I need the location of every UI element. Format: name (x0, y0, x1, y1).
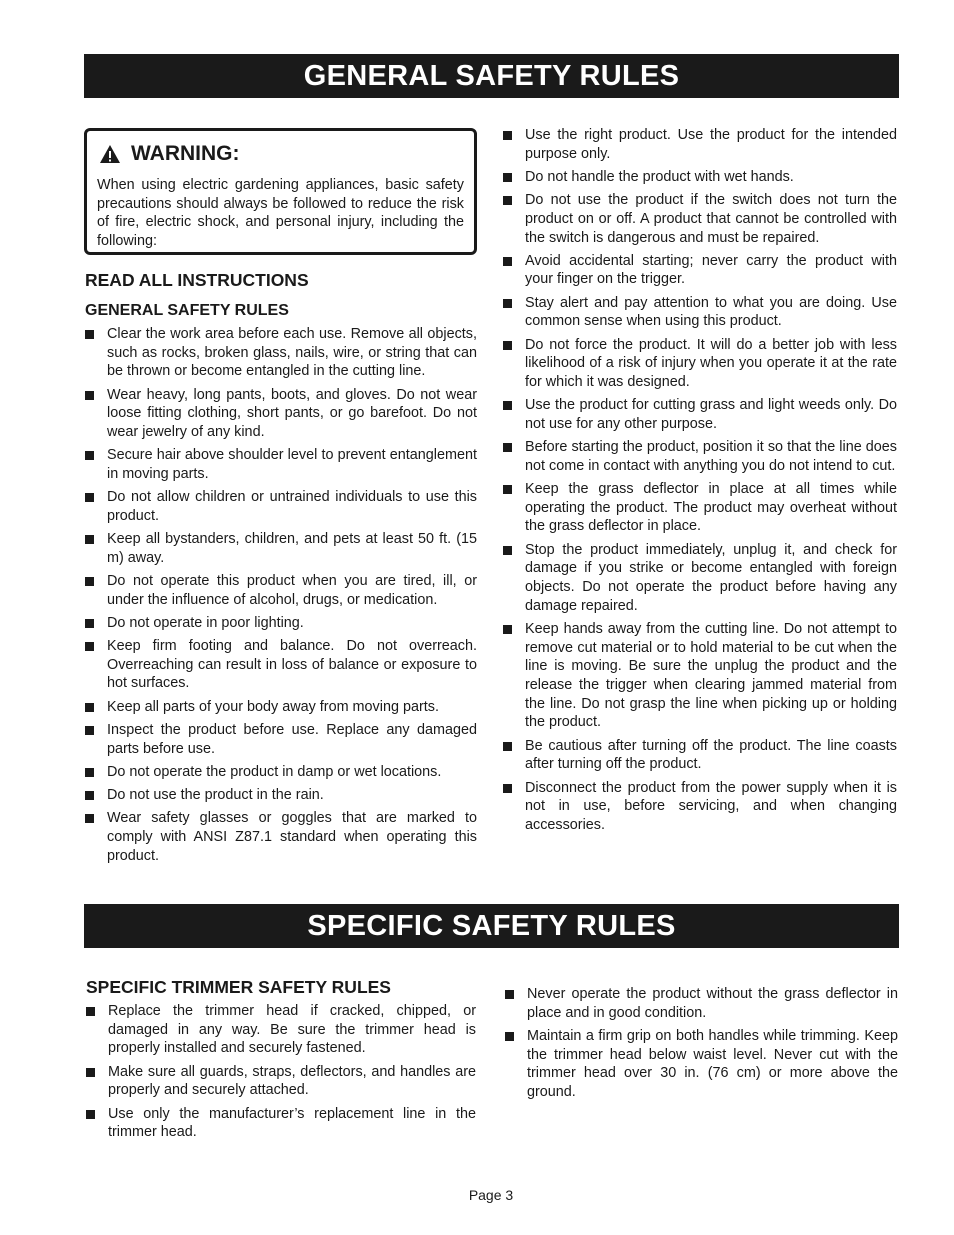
bullet-square-icon (503, 485, 512, 494)
bullet-square-icon (86, 1068, 95, 1077)
bullet-square-icon (503, 625, 512, 634)
list-item (85, 446, 477, 483)
list-item-text: Use the product for cutting grass and light weeds only. Do not use for any other purpose. (525, 397, 897, 432)
list-item-text: Do not allow children or untrained individuals to use this product. (107, 489, 477, 524)
list-item-text: Clear the work area before each use. Remove all objects, such as rocks, broken glass, nails, wire, or string that can be thrown or become entangled in the cutting line. (107, 326, 477, 380)
list-item (86, 1063, 476, 1100)
list-item (503, 779, 897, 835)
bullet-square-icon (85, 703, 94, 712)
list-item (85, 386, 477, 442)
specific-rules-list-right (505, 985, 898, 1106)
list-item (505, 1027, 898, 1102)
bullet-square-icon (503, 299, 512, 308)
general-safety-rules-subheading: GENERAL SAFETY RULES (85, 302, 289, 319)
bullet-square-icon (503, 341, 512, 350)
bullet-square-icon (505, 1032, 514, 1041)
list-item-text: Do not use the product if the switch does not turn the product on or off. A product that cannot be controlled with the switch is dangerous and must be repaired. (525, 192, 897, 246)
specific-trimmer-safety-rules-heading: SPECIFIC TRIMMER SAFETY RULES (86, 977, 391, 997)
bullet-square-icon (85, 791, 94, 800)
list-item-text: Use only the manufacturer’s replacement line in the trimmer head. (108, 1105, 476, 1141)
warning-triangle-icon (99, 144, 121, 164)
list-item-text: Do not operate this product when you are tired, ill, or under the influence of alcohol, drugs, or medication. (107, 572, 477, 608)
list-item-text: Keep hands away from the cutting line. Do not attempt to remove cut material or to hold material to be cut when the line is moving. Be sure the unplug the product and the release the trigger when clearing jammed material from the line. Do not grasp the line when picking up or holding the product. (525, 620, 897, 731)
bullet-square-icon (86, 1110, 95, 1119)
list-item-text: Do not operate in poor lighting. (107, 614, 304, 631)
bullet-square-icon (503, 257, 512, 266)
list-item (85, 637, 477, 693)
specific-rules-list-left (86, 1002, 476, 1146)
bullet-square-icon (85, 768, 94, 777)
list-item (85, 698, 477, 717)
bullet-square-icon (85, 391, 94, 400)
list-item-text: Wear heavy, long pants, boots, and gloves. Do not wear loose fitting clothing, short pants, or go barefoot. Do not wear jewelry of any kind. (107, 386, 477, 441)
list-item-text: Make sure all guards, straps, deflectors, and handles are properly and securely attached. (108, 1063, 476, 1099)
list-item (503, 126, 897, 163)
list-item (503, 620, 897, 732)
list-item (85, 721, 477, 758)
bullet-square-icon (85, 642, 94, 651)
warning-header (97, 139, 464, 169)
bullet-square-icon (503, 546, 512, 555)
warning-box (84, 128, 477, 255)
bullet-square-icon (85, 726, 94, 735)
bullet-square-icon (85, 330, 94, 339)
bullet-square-icon (503, 742, 512, 751)
page-number: Page 3 (468, 1187, 514, 1203)
list-item-text: Replace the trimmer head if cracked, chipped, or damaged in any way. Be sure the trimmer head is properly installed and securely fastened. (108, 1003, 476, 1057)
list-item (503, 396, 897, 433)
bullet-square-icon (503, 401, 512, 410)
list-item-text: Keep the grass deflector in place at all times while operating the product. The product may overheat without the grass deflector in place. (525, 480, 897, 535)
list-item (503, 191, 897, 247)
list-item (503, 438, 897, 475)
warning-title: WARNING: (131, 142, 240, 165)
list-item (85, 488, 477, 525)
list-item-text: Keep firm footing and balance. Do not overreach. Overreaching can result in loss of balance or exposure to hot surfaces. (107, 638, 477, 692)
bullet-square-icon (503, 443, 512, 452)
list-item (86, 1105, 476, 1142)
bullet-square-icon (85, 619, 94, 628)
list-item (85, 614, 477, 633)
warning-text: When using electric gardening appliances, basic safety precautions should always be followed to reduce the risk of fire, electric shock, and personal injury, including the following: (97, 177, 464, 249)
list-item (503, 336, 897, 392)
general-rules-list-left (85, 325, 477, 870)
list-item-text: Wear safety glasses or goggles that are marked to comply with ANSI Z87.1 standard when operating this product. (107, 810, 477, 864)
list-item-text: Maintain a firm grip on both handles while trimming. Keep the trimmer head below waist level. Never cut with the trimmer head over 30 in. (76 cm) or more above the ground. (527, 1027, 898, 1101)
list-item (503, 480, 897, 536)
list-item-text: Do not use the product in the rain. (107, 786, 324, 803)
list-item (85, 530, 477, 567)
list-item-text: Do not handle the product with wet hands. (525, 168, 794, 185)
list-item-text: Before starting the product, position it so that the line does not come in contact with anything you do not intend to cut. (525, 439, 897, 474)
list-item-text: Stay alert and pay attention to what you are doing. Use common sense when using this product. (525, 294, 897, 330)
list-item-text: Inspect the product before use. Replace any damaged parts before use. (107, 721, 477, 757)
bullet-square-icon (86, 1007, 95, 1016)
bullet-square-icon (503, 131, 512, 140)
list-item-text: Disconnect the product from the power supply when it is not in use, before servicing, and when changing accessories. (525, 779, 897, 833)
list-item-text: Do not operate the product in damp or wet locations. (107, 763, 442, 780)
list-item (85, 786, 477, 805)
list-item (85, 325, 477, 381)
bullet-square-icon (503, 784, 512, 793)
list-item-text: Do not force the product. It will do a better job with less likelihood of a risk of injury when you operate it at the rate for which it was designed. (525, 336, 897, 390)
bullet-square-icon (503, 196, 512, 205)
list-item (85, 763, 477, 782)
list-item (505, 985, 898, 1022)
general-safety-rules-banner: GENERAL SAFETY RULES (84, 54, 899, 98)
list-item-text: Be cautious after turning off the product. The line coasts after turning off the product. (525, 737, 897, 773)
bullet-square-icon (505, 990, 514, 999)
read-all-instructions-heading: READ ALL INSTRUCTIONS (85, 270, 309, 290)
list-item (85, 809, 477, 865)
bullet-square-icon (85, 451, 94, 460)
specific-safety-rules-banner: SPECIFIC SAFETY RULES (84, 904, 899, 948)
list-item-text: Keep all bystanders, children, and pets at least 50 ft. (15 m) away. (107, 531, 477, 566)
list-item (503, 541, 897, 616)
general-rules-list-right (503, 126, 897, 839)
list-item (503, 294, 897, 331)
list-item (503, 252, 897, 289)
bullet-square-icon (85, 814, 94, 823)
bullet-square-icon (85, 493, 94, 502)
bullet-square-icon (85, 535, 94, 544)
bullet-square-icon (85, 577, 94, 586)
list-item (86, 1002, 476, 1058)
list-item-text: Stop the product immediately, unplug it, and check for damage if you strike or become entangled with foreign objects. Do not operate the product before having any damage repaired. (525, 541, 897, 614)
list-item (503, 168, 897, 187)
list-item-text: Secure hair above shoulder level to prevent entanglement in moving parts. (107, 447, 477, 482)
list-item-text: Use the right product. Use the product for the intended purpose only. (525, 127, 897, 162)
list-item-text: Never operate the product without the grass deflector in place and in good condition. (527, 986, 898, 1021)
list-item-text: Avoid accidental starting; never carry the product with your finger on the trigger. (525, 252, 897, 288)
bullet-square-icon (503, 173, 512, 182)
list-item-text: Keep all parts of your body away from moving parts. (107, 698, 439, 715)
list-item (503, 737, 897, 774)
list-item (85, 572, 477, 609)
